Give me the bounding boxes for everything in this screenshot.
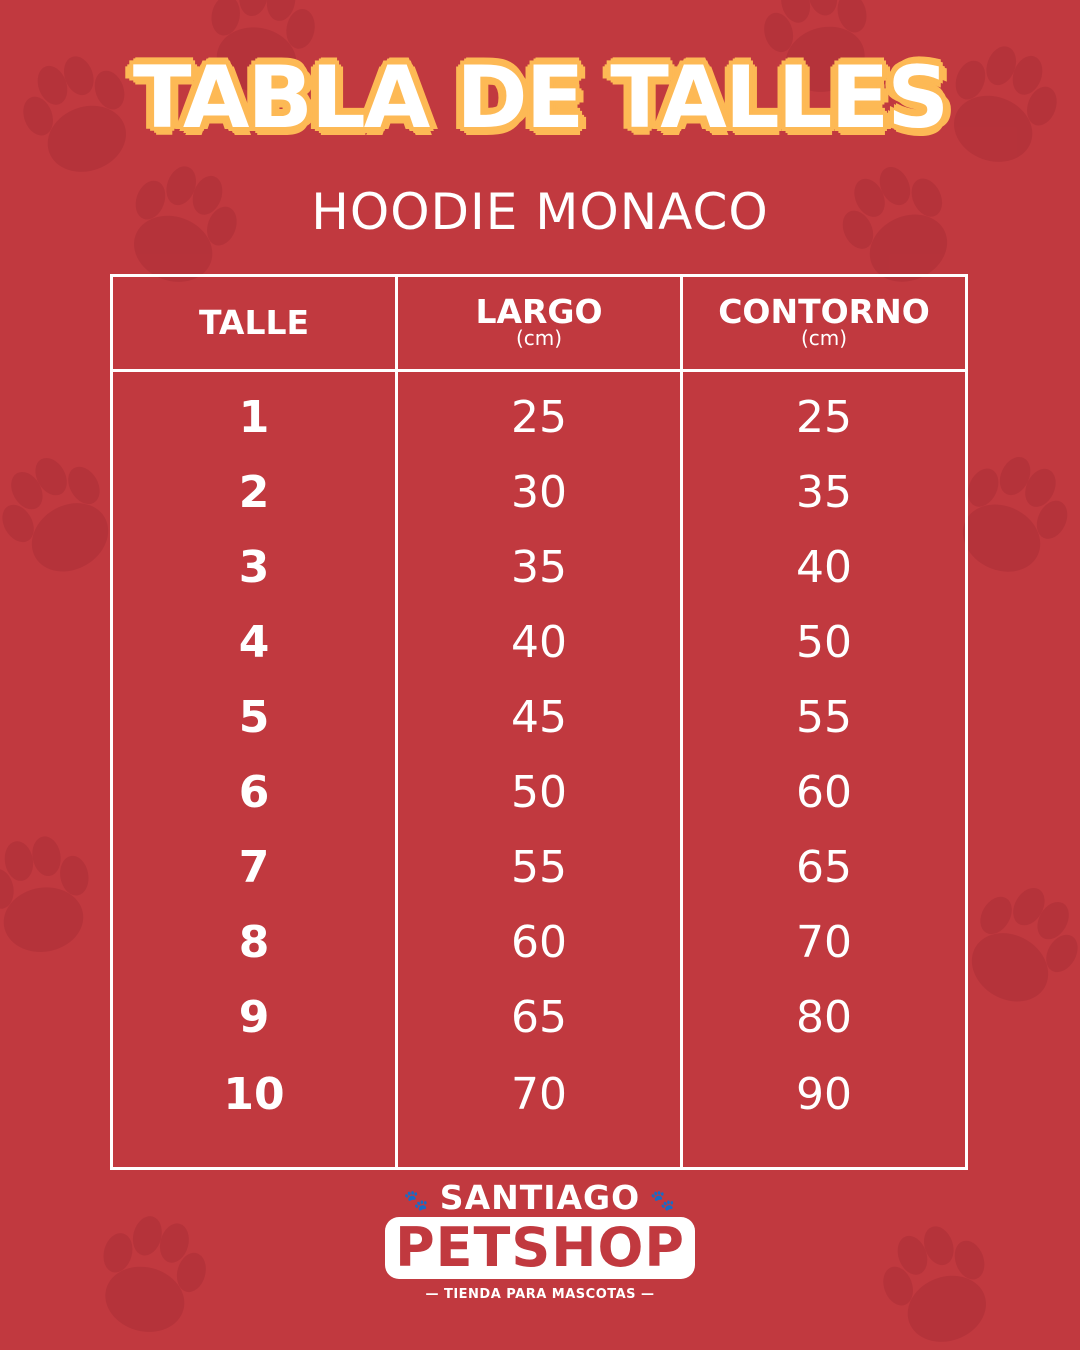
cell-contorno: 70 (682, 905, 967, 980)
cell-largo: 60 (397, 905, 682, 980)
santiago-petshop-logo: 🐾 SANTIAGO 🐾 PETSHOP — TIENDA PARA MASCOTAS — (0, 1178, 1080, 1302)
cell-largo: 50 (397, 755, 682, 830)
table-row (112, 605, 967, 680)
cell-talle: 10 (112, 1055, 397, 1169)
paw-print (0, 830, 100, 960)
paw-icon: 🐾 (403, 1187, 430, 1212)
cell-largo: 65 (397, 980, 682, 1055)
product-name: HOODIE MONACO (311, 183, 769, 241)
paw-print (949, 870, 1080, 1021)
cell-contorno: 50 (682, 605, 967, 680)
cell-talle: 2 (112, 455, 397, 530)
cell-largo: 70 (397, 1055, 682, 1169)
table-row (112, 980, 967, 1055)
cell-largo: 45 (397, 680, 682, 755)
cell-talle: 6 (112, 755, 397, 830)
cell-contorno: 80 (682, 980, 967, 1055)
table-row (112, 905, 967, 980)
cell-largo: 40 (397, 605, 682, 680)
cell-contorno: 35 (682, 455, 967, 530)
cell-talle: 4 (112, 605, 397, 680)
table-row (112, 530, 967, 605)
table-row (112, 455, 967, 530)
header-talle: TALLE (112, 276, 397, 371)
cell-talle: 7 (112, 830, 397, 905)
cell-largo: 25 (397, 371, 682, 456)
table-header-row (112, 276, 967, 371)
header-largo: LARGO (cm) (397, 276, 682, 371)
cell-talle: 3 (112, 530, 397, 605)
cell-talle: 5 (112, 680, 397, 755)
cell-largo: 55 (397, 830, 682, 905)
cell-talle: 1 (112, 371, 397, 456)
cell-talle: 8 (112, 905, 397, 980)
cell-talle: 9 (112, 980, 397, 1055)
table-row (112, 371, 967, 456)
cell-contorno: 55 (682, 680, 967, 755)
cell-largo: 30 (397, 455, 682, 530)
table-row (112, 830, 967, 905)
cell-contorno: 25 (682, 371, 967, 456)
cell-largo: 35 (397, 530, 682, 605)
header-contorno: CONTORNO (cm) (682, 276, 967, 371)
table-row (112, 755, 967, 830)
unit-label: (cm) (800, 326, 848, 350)
cell-contorno: 60 (682, 755, 967, 830)
table-row (112, 1055, 967, 1169)
size-table (110, 274, 968, 1170)
cell-contorno: 65 (682, 830, 967, 905)
table-row (112, 680, 967, 755)
cell-contorno: 40 (682, 530, 967, 605)
cell-contorno: 90 (682, 1055, 967, 1169)
unit-label: (cm) (515, 326, 563, 350)
paw-icon: 🐾 (650, 1187, 677, 1212)
page-title: TABLA DE TALLES (132, 48, 948, 148)
